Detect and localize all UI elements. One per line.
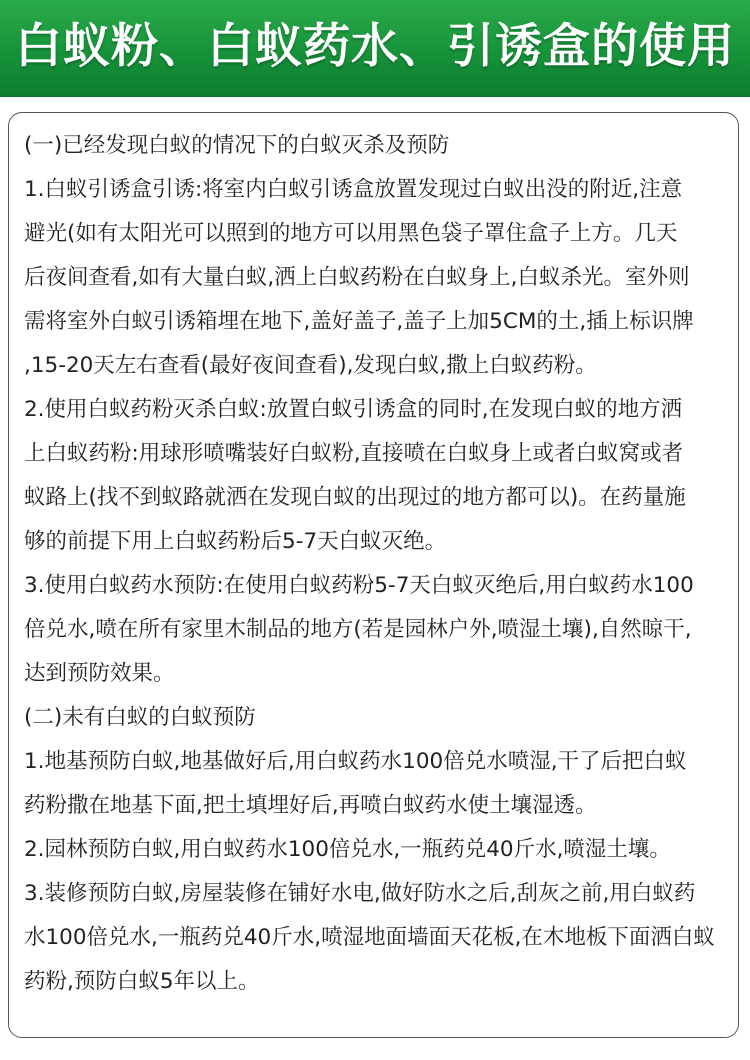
text-line: 2.园林预防白蚁,用白蚁药水100倍兑水,一瓶药兑40斤水,喷湿土壤。 [24, 837, 671, 862]
text-line: 水100倍兑水,一瓶药兑40斤水,喷湿地面墙面天花板,在木地板下面洒白蚁 [24, 925, 715, 950]
text-line: 药粉,预防白蚁5年以上。 [24, 969, 260, 994]
text-line: 上白蚁药粉:用球形喷嘴装好白蚁粉,直接喷在白蚁身上或者白蚁窝或者 [24, 441, 684, 466]
page-title: 白蚁粉、白蚁药水、引诱盒的使用 [15, 19, 735, 74]
text-line: 3.使用白蚁药水预防:在使用白蚁药粉5-7天白蚁灭绝后,用白蚁药水100 [24, 573, 694, 598]
text-line: 药粉撒在地基下面,把土填埋好后,再喷白蚁药水使土壤湿透。 [24, 793, 597, 818]
title-banner [0, 0, 750, 97]
text-line: ,15-20天左右查看(最好夜间查看),发现白蚁,撒上白蚁药粉。 [24, 353, 597, 378]
section-heading-1: (一)已经发现白蚁的情况下的白蚁灭杀及预防 [24, 133, 450, 158]
text-line: 够的前提下用上白蚁药粉后5-7天白蚁灭绝。 [24, 529, 447, 554]
text-line: 蚁路上(找不到蚁路就洒在发现白蚁的出现过的地方都可以)。在药量施 [24, 485, 686, 510]
text-line: 达到预防效果。 [24, 661, 175, 686]
text-line: 3.装修预防白蚁,房屋装修在铺好水电,做好防水之后,刮灰之前,用白蚁药 [24, 881, 696, 906]
section-heading-2: (二)未有白蚁的白蚁预防 [24, 705, 256, 730]
text-line: 1.地基预防白蚁,地基做好后,用白蚁药水100倍兑水喷湿,干了后把白蚁 [24, 749, 687, 774]
text-line: 后夜间查看,如有大量白蚁,洒上白蚁药粉在白蚁身上,白蚁杀光。室外则 [24, 265, 690, 290]
text-line: 1.白蚁引诱盒引诱:将室内白蚁引诱盒放置发现过白蚁出没的附近,注意 [24, 177, 683, 202]
text-line: 2.使用白蚁药粉灭杀白蚁:放置白蚁引诱盒的同时,在发现白蚁的地方洒 [24, 397, 683, 422]
instructions-text [24, 124, 729, 1004]
text-line: 需将室外白蚁引诱箱埋在地下,盖好盖子,盖子上加5CM的土,插上标识牌 [24, 309, 694, 334]
text-line: 避光(如有太阳光可以照到的地方可以用黑色袋子罩住盒子上方。几天 [24, 221, 678, 246]
text-line: 倍兑水,喷在所有家里木制品的地方(若是园林户外,喷湿土壤),自然晾干, [24, 617, 692, 642]
